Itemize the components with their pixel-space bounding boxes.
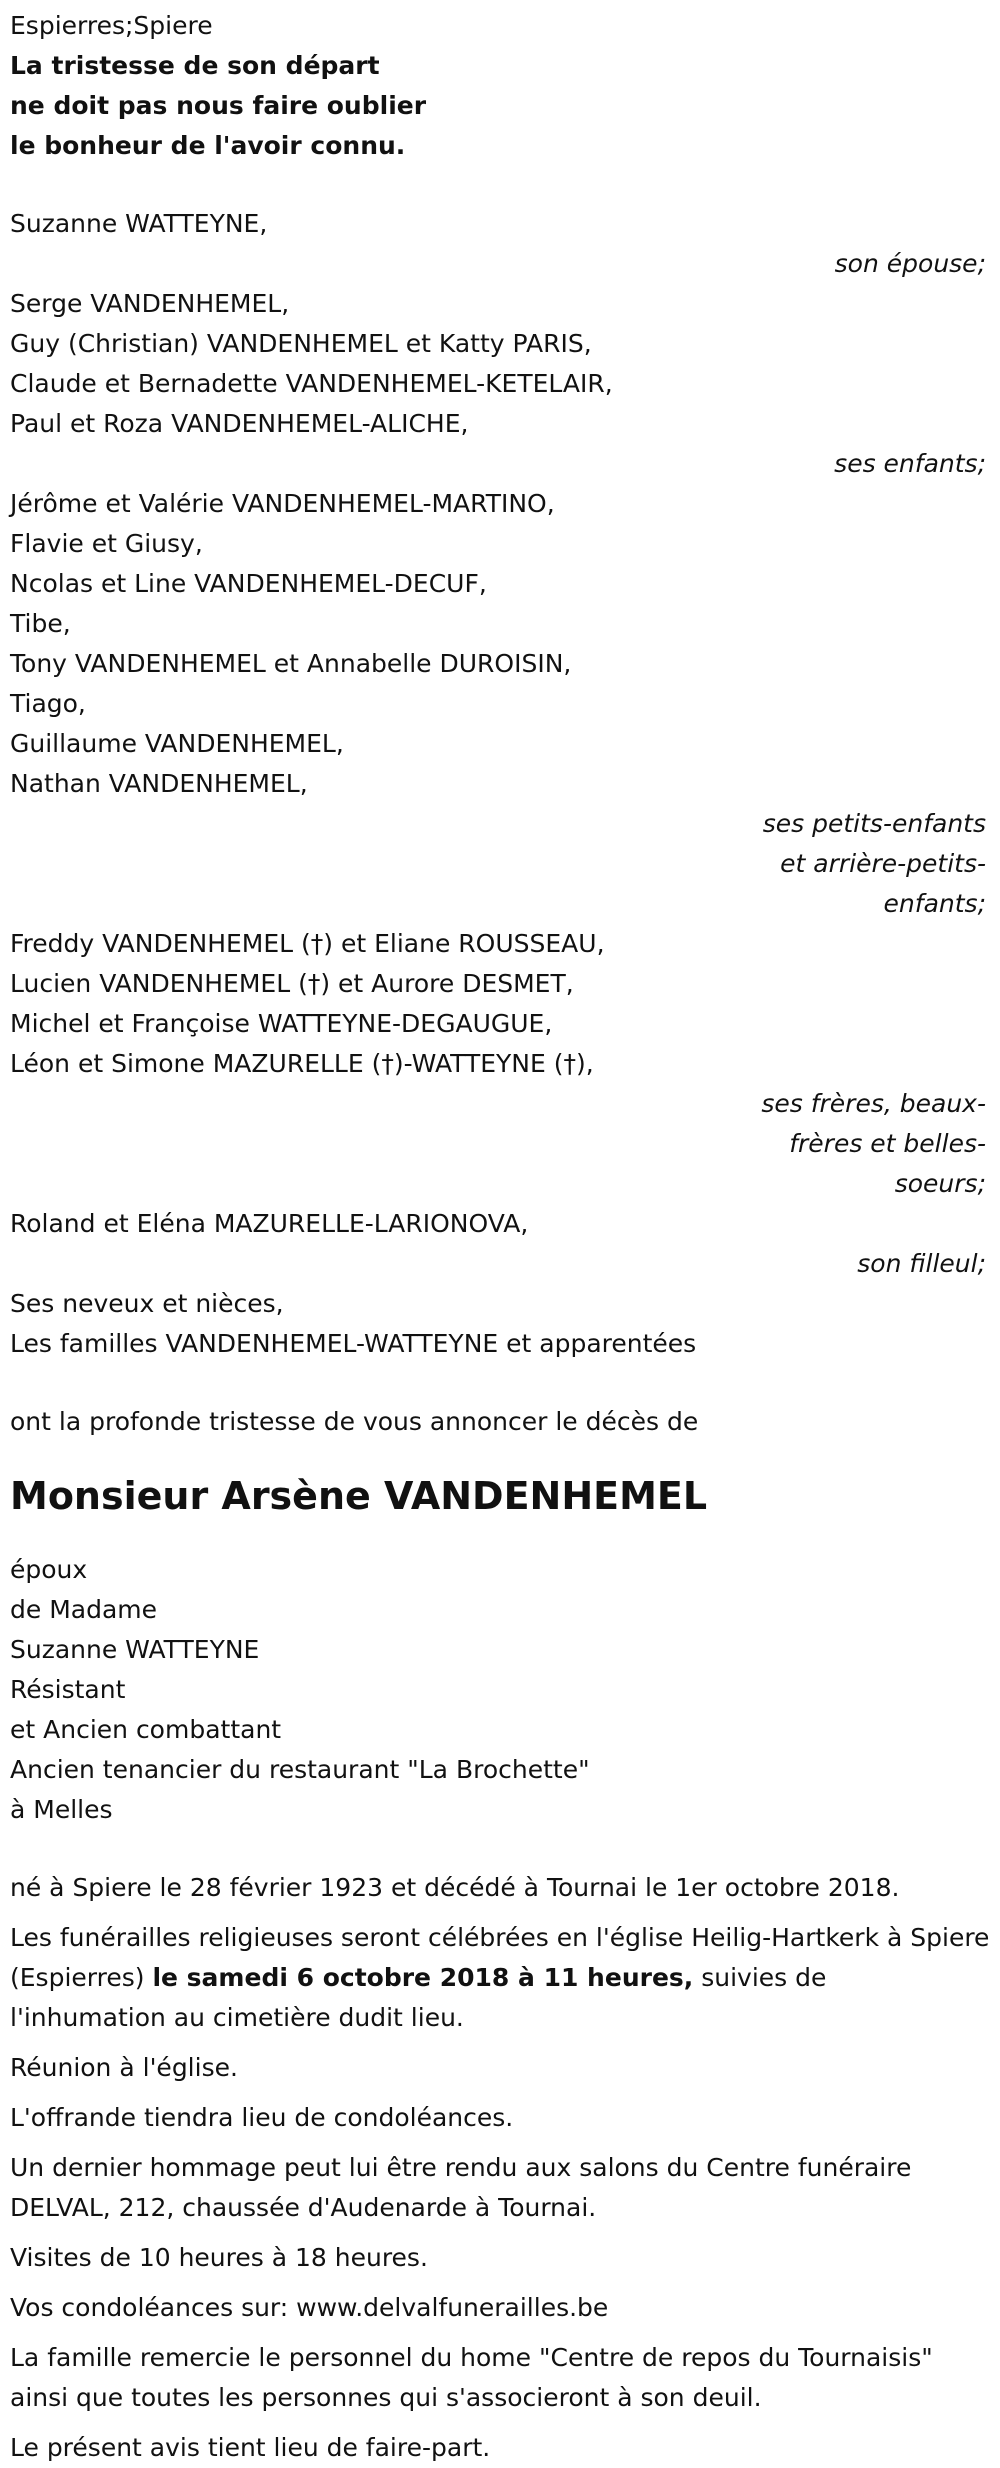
detail-3: Suzanne WATTEYNE	[10, 1635, 260, 1664]
nephews-nieces: Ses neveux et nièces,	[10, 1289, 284, 1318]
grandchildren-role-line-1: ses petits-enfants	[762, 809, 986, 838]
sibling-2: Lucien VANDENHEMEL (†) et Aurore DESMET,	[10, 969, 574, 998]
related-families: Les familles VANDENHEMEL-WATTEYNE et apparentées	[10, 1329, 697, 1358]
grandchild-5: Tony VANDENHEMEL et Annabelle DUROISIN,	[10, 649, 572, 678]
remerciements: La famille remercie le personnel du home "Centre de repos du Tournaisis" ainsi que toutes les personnes qui s'associeront à son deuil.	[10, 2343, 933, 2412]
grandchildren-role-line-3: enfants;	[883, 889, 986, 918]
siblings-role-line-3: soeurs;	[894, 1169, 986, 1198]
grandchild-7: Guillaume VANDENHEMEL,	[10, 729, 344, 758]
hommage: Un dernier hommage peut lui être rendu aux salons du Centre funéraire DELVAL, 212, chaussée d'Audenarde à Tournai.	[10, 2153, 912, 2222]
birth-death: né à Spiere le 28 février 1923 et décédé à Tournai le 1er octobre 2018.	[10, 1873, 900, 1902]
detail-7: à Melles	[10, 1795, 113, 1824]
spouse-name: Suzanne WATTEYNE,	[10, 209, 268, 238]
condoleances: Vos condoléances sur: www.delvalfunerailles.be	[10, 2293, 609, 2322]
children-role: ses enfants;	[834, 449, 986, 478]
grandchild-8: Nathan VANDENHEMEL,	[10, 769, 308, 798]
grandchildren-role-line-2: et arrière-petits-	[780, 849, 986, 878]
detail-1: époux	[10, 1555, 88, 1584]
grandchild-4: Tibe,	[10, 609, 71, 638]
funeral-text-before: Les funérailles religieuses seront célébrées en l'église Heilig-Hartkerk à Spiere (Espierres)	[10, 1923, 990, 1992]
quote-line-2: ne doit pas nous faire oublier	[10, 91, 427, 120]
deceased-name: Monsieur Arsène VANDENHEMEL	[10, 1474, 708, 1518]
sibling-3: Michel et Françoise WATTEYNE-DEGAUGUE,	[10, 1009, 553, 1038]
child-4: Paul et Roza VANDENHEMEL-ALICHE,	[10, 409, 469, 438]
sibling-4: Léon et Simone MAZURELLE (†)-WATTEYNE (†),	[10, 1049, 594, 1078]
funeral-date: le samedi 6 octobre 2018 à 11 heures,	[152, 1963, 694, 1992]
faire-part: Le présent avis tient lieu de faire-part.	[10, 2433, 491, 2462]
siblings-role-line-2: frères et belles-	[789, 1129, 986, 1158]
offrande: L'offrande tiendra lieu de condoléances.	[10, 2103, 514, 2132]
child-2: Guy (Christian) VANDENHEMEL et Katty PARIS,	[10, 329, 592, 358]
detail-4: Résistant	[10, 1675, 126, 1704]
grandchild-6: Tiago,	[10, 689, 86, 718]
grandchild-2: Flavie et Giusy,	[10, 529, 203, 558]
grandchildren-role	[10, 804, 990, 924]
godson-role: son filleul;	[857, 1249, 986, 1278]
godson-name: Roland et Eléna MAZURELLE-LARIONOVA,	[10, 1209, 529, 1238]
detail-6: Ancien tenancier du restaurant "La Brochette"	[10, 1755, 590, 1784]
child-3: Claude et Bernadette VANDENHEMEL-KETELAIR,	[10, 369, 613, 398]
quote-line-1: La tristesse de son départ	[10, 51, 380, 80]
grandchild-1: Jérôme et Valérie VANDENHEMEL-MARTINO,	[10, 489, 555, 518]
siblings-role-line-1: ses frères, beaux-	[761, 1089, 986, 1118]
funeral-info	[10, 1918, 990, 2038]
reunion: Réunion à l'église.	[10, 2053, 238, 2082]
visites: Visites de 10 heures à 18 heures.	[10, 2243, 428, 2272]
announcement: ont la profonde tristesse de vous annoncer le décès de	[10, 1407, 699, 1436]
sibling-1: Freddy VANDENHEMEL (†) et Eliane ROUSSEAU,	[10, 929, 605, 958]
siblings-role	[10, 1084, 990, 1204]
funeral-text-after: suivies de l'inhumation au cimetière dudit lieu.	[10, 1963, 827, 2032]
quote-line-3: le bonheur de l'avoir connu.	[10, 131, 406, 160]
location: Espierres;Spiere	[10, 11, 213, 40]
detail-5: et Ancien combattant	[10, 1715, 282, 1744]
child-1: Serge VANDENHEMEL,	[10, 289, 290, 318]
detail-2: de Madame	[10, 1595, 158, 1624]
grandchild-3: Ncolas et Line VANDENHEMEL-DECUF,	[10, 569, 487, 598]
spouse-role: son épouse;	[834, 249, 986, 278]
